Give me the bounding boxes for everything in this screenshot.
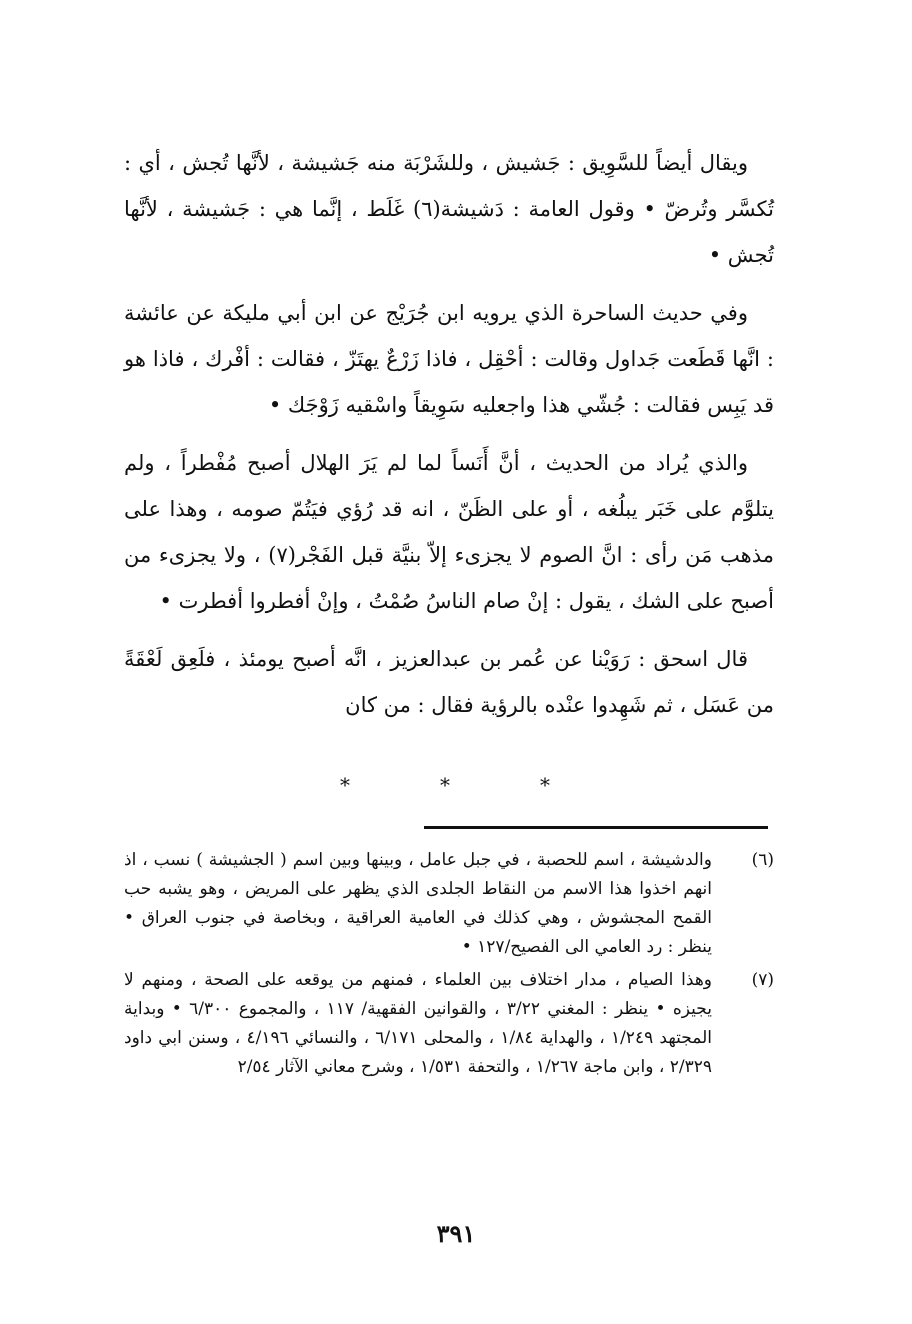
paragraph-4-text: قال اسحق : رَوَيْنا عن عُمر بن عبدالعزيز ، انَّه أصبح يومئذ ، فلَعِق لَعْقَةً من عَسَل ، ثم شَهِدوا عنْده بالرؤية فقال : من كان (124, 647, 774, 717)
footnote-number: (٧) (751, 970, 774, 990)
section-separator (340, 770, 550, 800)
paragraph-2 (124, 290, 774, 428)
paragraph-2-text: وفي حديث الساحرة الذي يرويه ابن جُرَيْج عن ابن أبي مليكة عن عائشة : انَّها قَطَعت جَداول وقالت : أحْقِل ، فاذا زَرْعٌ يهتَزّ ، فقالت : أفْرك ، فاذا هو قد يَبِس فقالت : جُشّي هذا واجعليه سَوِيقاً واسْقيه زَوْجَك • (124, 301, 774, 417)
star-ornament: * (540, 773, 550, 797)
star-ornament: * (340, 773, 350, 797)
paragraph-1-text: ويقال أيضاً للسَّوِيق : جَشيش ، وللشَرْبَة منه جَشيشة ، لأنَّها تُجش ، أي : تُكسَّر وتُرضّ • وقول العامة : دَشيشة(٦) غَلَط ، إنَّما هي : جَشيشة ، لأنَّها تُجش • (124, 151, 774, 267)
footnote-divider (424, 826, 768, 829)
footnote-number: (٦) (751, 850, 774, 870)
footnote-text: والدشيشة ، اسم للحصبة ، في جبل عامل ، وبينها وبين اسم ( الجشيشة ) نسب ، اذ انهم اخذوا هذا الاسم من النقاط الجلدى الذي يظهر على المريض ، وهو يشبه حب القمح المجشوش ، وهي كذلك في العامية العراقية ، وبخاصة في جنوب العراق • ينظر : رد العامي الى الفصيح/١٢٧ • (124, 850, 712, 957)
star-ornament: * (440, 773, 450, 797)
main-text (124, 140, 774, 740)
footnotes (124, 846, 774, 1086)
footnote-text: وهذا الصيام ، مدار اختلاف بين العلماء ، فمنهم من يوقعه على الصحة ، ومنهم لا يجيزه • ينظر : المغني ٣/٢٢ ، والقوانين الفقهية/ ١١٧ ، والمجموع ٦/٣٠٠ • وبداية المجتهد ١/٢٤٩ ، والهداية ١/٨٤ ، والمحلى ٦/١٧١ ، والنسائي ٤/١٩٦ ، وسنن ابي داود ٢/٣٢٩ ، وابن ماجة ١/٢٦٧ ، والتحفة ١/٥٣١ ، وشرح معاني الآثار ٢/٥٤ (124, 970, 713, 1077)
paragraph-3-text: والذي يُراد من الحديث ، أنَّ أَنَساً لما لم يَرَ الهلال أصبح مُفْطراً ، ولم يتلوَّم على خَبَر يبلُغه ، أو على الظَنّ ، انه قد رُؤي فيَتُمّ صومه ، وهذا على مذهب مَن رأى : انَّ الصوم لا يجزىء إلاّ بنيَّة قبل الفَجْر(٧) ، ولا يجزىء من أصبح على الشك ، يقول : إنْ صام الناسُ صُمْتُ ، وإنْ أفطروا أفطرت • (124, 451, 774, 613)
paragraph-3 (124, 440, 774, 624)
page-number: ٣٩١ (436, 1219, 476, 1248)
paragraph-1 (124, 140, 774, 278)
footnote-6 (124, 846, 774, 962)
paragraph-4 (124, 636, 774, 728)
footnote-7 (124, 966, 774, 1082)
